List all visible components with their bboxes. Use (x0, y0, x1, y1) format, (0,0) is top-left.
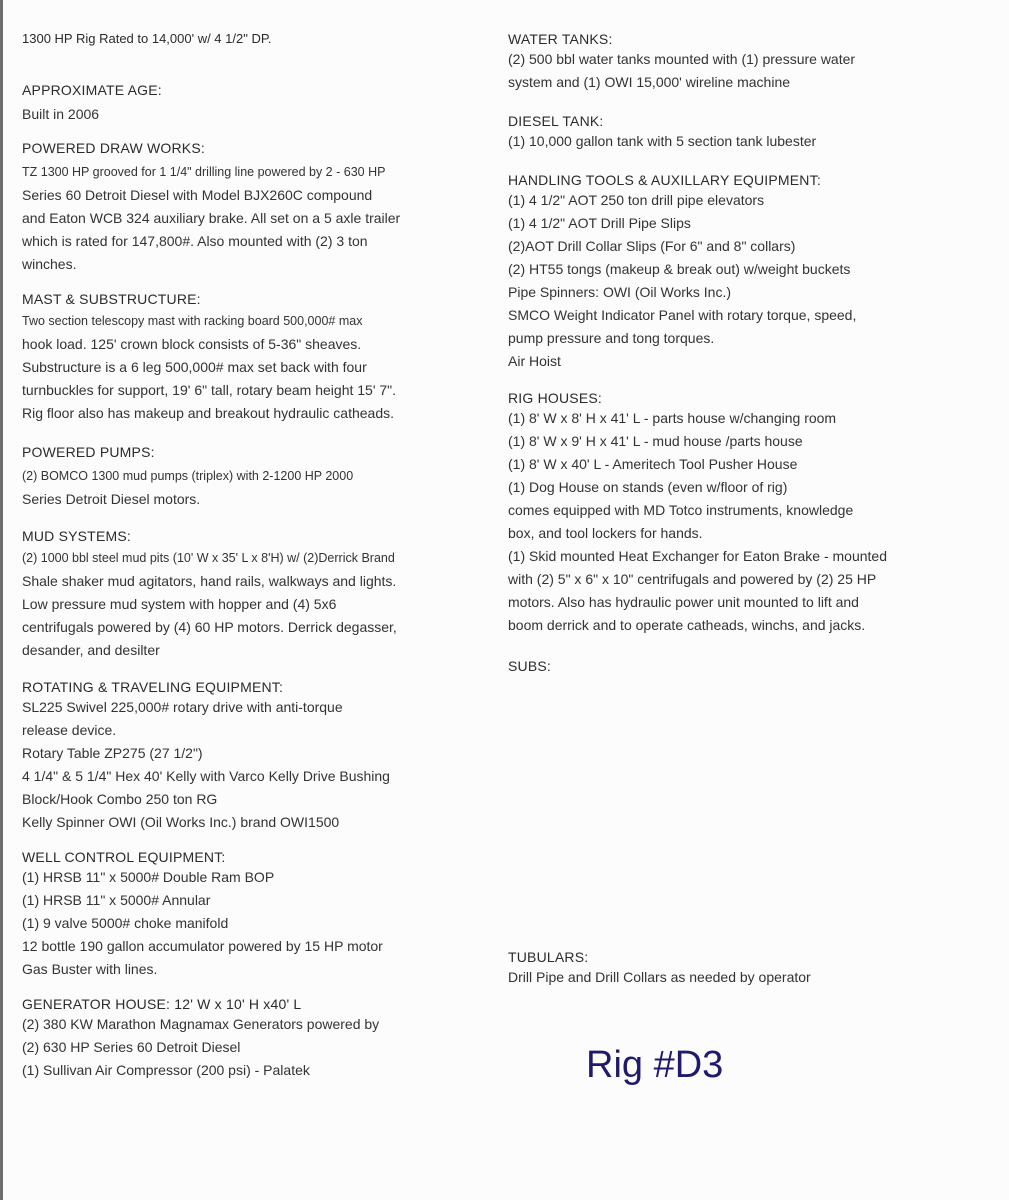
section-heading: DIESEL TANK: (508, 113, 604, 129)
section-heading: APPROXIMATE AGE: (22, 82, 162, 98)
section-rotating-traveling (22, 678, 484, 834)
rig-identifier-label: Rig #D3 (586, 1044, 724, 1086)
section-line: boom derrick and to operate catheads, winchs, and jacks. (508, 617, 866, 633)
section-line: and Eaton WCB 324 auxiliary brake. All set on a 5 axle trailer (22, 210, 401, 226)
section-line: which is rated for 147,800#. Also mounted with (2) 3 ton (22, 233, 368, 249)
section-line: pump pressure and tong torques. (508, 330, 715, 346)
section-approximate-age (22, 81, 484, 126)
section-line: (1) 9 valve 5000# choke manifold (22, 915, 229, 931)
section-line: (1) Sullivan Air Compressor (200 psi) - Palatek (22, 1062, 310, 1078)
section-heading: POWERED DRAW WORKS: (22, 140, 205, 156)
section-line: Substructure is a 6 leg 500,000# max set back with four (22, 359, 367, 375)
section-line: (2)AOT Drill Collar Slips (For 6" and 8" collars) (508, 238, 796, 254)
section-line: Built in 2006 (22, 106, 100, 122)
section-line: (2) 630 HP Series 60 Detroit Diesel (22, 1039, 241, 1055)
section-diesel-tank (508, 112, 948, 153)
section-line: (1) 8' W x 8' H x 41' L - parts house w/changing room (508, 410, 837, 426)
section-line: (1) 4 1/2" AOT 250 ton drill pipe elevators (508, 192, 765, 208)
section-heading: MUD SYSTEMS: (22, 528, 131, 544)
section-line: TZ 1300 HP grooved for 1 1/4" drilling line powered by 2 - 630 HP (22, 165, 386, 179)
section-line: comes equipped with MD Totco instruments, knowledge (508, 502, 854, 518)
section-line: release device. (22, 722, 117, 738)
section-line: box, and tool lockers for hands. (508, 525, 703, 541)
section-heading: SUBS: (508, 658, 552, 674)
section-heading: RIG HOUSES: (508, 390, 602, 406)
section-heading: GENERATOR HOUSE: 12' W x 10' H x40' L (22, 996, 302, 1012)
section-line: (2) 500 bbl water tanks mounted with (1) pressure water (508, 51, 856, 67)
section-mud-systems (22, 527, 484, 662)
right-column (508, 30, 948, 985)
section-heading: WATER TANKS: (508, 31, 613, 47)
section-line: hook load. 125' crown block consists of 5-36" sheaves. (22, 336, 362, 352)
section-line: Rotary Table ZP275 (27 1/2") (22, 745, 203, 761)
section-line: (1) 8' W x 40' L - Ameritech Tool Pusher House (508, 456, 798, 472)
section-water-tanks (508, 30, 948, 94)
section-line: SMCO Weight Indicator Panel with rotary torque, speed, (508, 307, 857, 323)
section-line: 12 bottle 190 gallon accumulator powered by 15 HP motor (22, 938, 383, 954)
section-heading: TUBULARS: (508, 949, 589, 965)
section-line: (2) HT55 tongs (makeup & break out) w/weight buckets (508, 261, 851, 277)
section-line: (1) Dog House on stands (even w/floor of rig) (508, 479, 788, 495)
section-line: (2) 380 KW Marathon Magnamax Generators powered by (22, 1016, 380, 1032)
section-line: Two section telescopy mast with racking board 500,000# max (22, 314, 363, 328)
section-line: (2) 1000 bbl steel mud pits (10' W x 35' L x 8'H) w/ (2)Derrick Brand (22, 551, 395, 565)
section-heading: HANDLING TOOLS & AUXILLARY EQUIPMENT: (508, 172, 821, 188)
section-line: desander, and desilter (22, 642, 160, 658)
section-line: motors. Also has hydraulic power unit mounted to lift and (508, 594, 859, 610)
section-line: (1) 4 1/2" AOT Drill Pipe Slips (508, 215, 691, 231)
section-heading: POWERED PUMPS: (22, 444, 155, 460)
section-line: Block/Hook Combo 250 ton RG (22, 791, 218, 807)
section-line: Kelly Spinner OWI (Oil Works Inc.) brand OWI1500 (22, 814, 340, 830)
section-line: Air Hoist (508, 353, 561, 369)
section-line: (1) 8' W x 9' H x 41' L - mud house /parts house (508, 433, 803, 449)
rig-rating-line: 1300 HP Rig Rated to 14,000' w/ 4 1/2" DP. (22, 31, 272, 46)
section-line: with (2) 5" x 6" x 10" centrifugals and powered by (2) 25 HP (508, 571, 877, 587)
section-line: (1) 10,000 gallon tank with 5 section tank lubester (508, 133, 817, 149)
section-powered-draw-works (22, 139, 484, 276)
section-line: (1) HRSB 11" x 5000# Annular (22, 892, 211, 908)
section-tubulars (508, 948, 811, 989)
section-handling-tools (508, 171, 948, 373)
section-line: SL225 Swivel 225,000# rotary drive with anti-torque (22, 699, 343, 715)
section-line: centrifugals powered by (4) 60 HP motors. Derrick degasser, (22, 619, 397, 635)
section-line: winches. (22, 256, 77, 272)
section-line: Pipe Spinners: OWI (Oil Works Inc.) (508, 284, 732, 300)
section-line: Low pressure mud system with hopper and (4) 5x6 (22, 596, 337, 612)
page-left-edge (0, 0, 3, 1200)
section-line: Rig floor also has makeup and breakout hydraulic catheads. (22, 405, 394, 421)
section-line: (1) Skid mounted Heat Exchanger for Eaton Brake - mounted (508, 548, 887, 564)
section-rig-houses (508, 389, 948, 637)
section-line: (2) BOMCO 1300 mud pumps (triplex) with 2-1200 HP 2000 (22, 469, 354, 483)
section-mast-substructure (22, 290, 484, 425)
section-well-control (22, 848, 484, 981)
section-powered-pumps (22, 443, 484, 511)
section-line: (1) HRSB 11" x 5000# Double Ram BOP (22, 869, 275, 885)
section-line: Series 60 Detroit Diesel with Model BJX260C compound (22, 187, 373, 203)
section-line: Shale shaker mud agitators, hand rails, walkways and lights. (22, 573, 397, 589)
section-subs (508, 657, 948, 675)
section-line: system and (1) OWI 15,000' wireline machine (508, 74, 791, 90)
section-heading: WELL CONTROL EQUIPMENT: (22, 849, 226, 865)
section-heading: ROTATING & TRAVELING EQUIPMENT: (22, 679, 284, 695)
section-line: Drill Pipe and Drill Collars as needed by operator (508, 969, 811, 985)
section-line: Series Detroit Diesel motors. (22, 491, 201, 507)
section-line: turnbuckles for support, 19' 6" tall, rotary beam height 15' 7". (22, 382, 397, 398)
section-line: Gas Buster with lines. (22, 961, 158, 977)
section-generator-house (22, 995, 484, 1082)
section-line: 4 1/4" & 5 1/4" Hex 40' Kelly with Varco Kelly Drive Bushing (22, 768, 390, 784)
left-column (22, 30, 484, 1082)
section-heading: MAST & SUBSTRUCTURE: (22, 291, 201, 307)
